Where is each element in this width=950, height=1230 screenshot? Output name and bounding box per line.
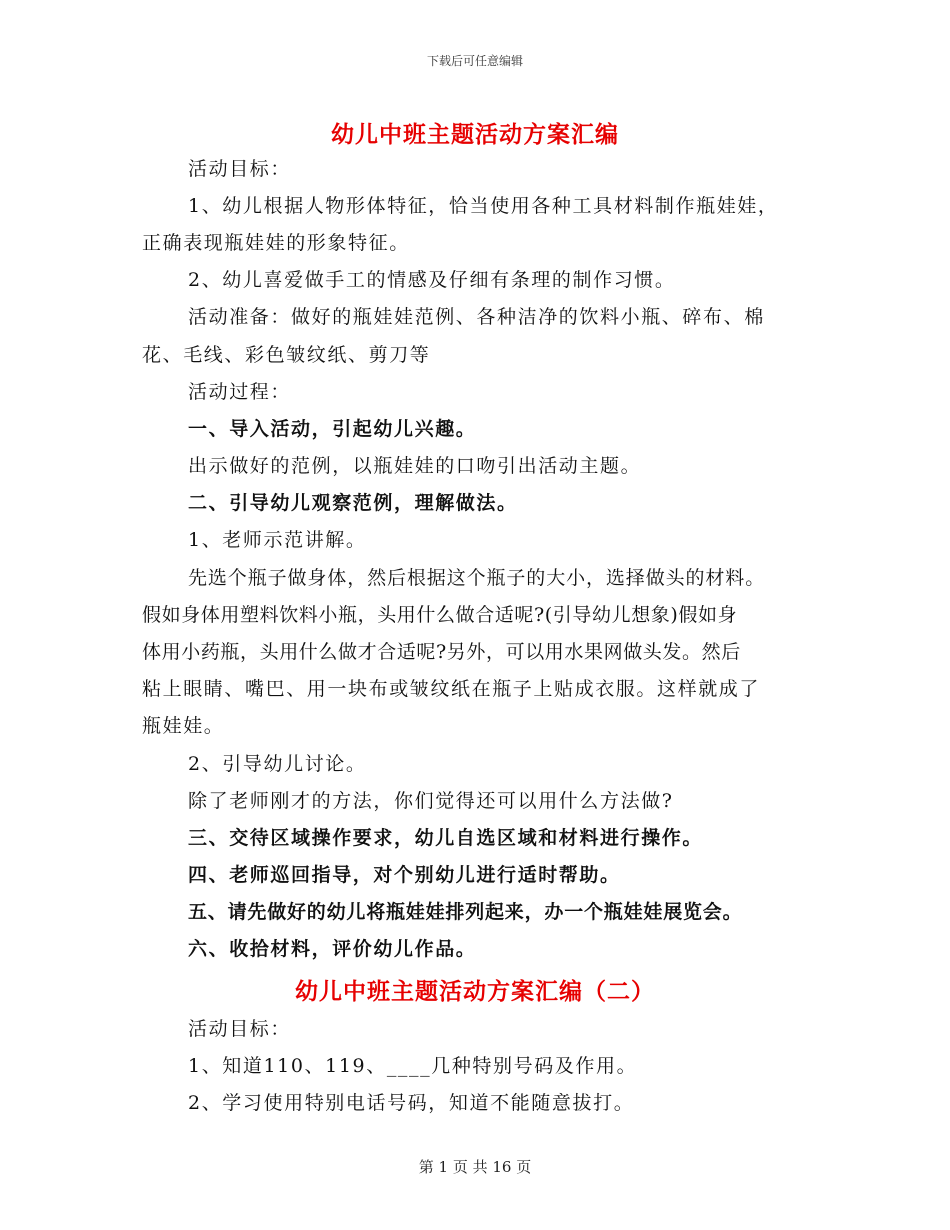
paragraph-line: 活动目标： bbox=[188, 158, 292, 180]
paragraph-line: 假如身体用塑料饮料小瓶，头用什么做合适呢?(引导幼儿想象)假如身 bbox=[142, 604, 738, 626]
paragraph-line: 2、引导幼儿讨论。 bbox=[188, 753, 367, 775]
document-subtitle: 幼儿中班主题活动方案汇编（二） bbox=[295, 978, 655, 1005]
paragraph-line: 正确表现瓶娃娃的形象特征。 bbox=[142, 232, 410, 254]
paragraph-line: 瓶娃娃。 bbox=[142, 715, 225, 737]
section-heading: 一、导入活动，引起幼儿兴趣。 bbox=[188, 418, 477, 440]
section-heading: 三、交待区域操作要求，幼儿自选区域和材料进行操作。 bbox=[188, 827, 704, 849]
section-heading: 六、收拾材料，评价幼儿作品。 bbox=[188, 938, 477, 960]
paragraph-line: 2、幼儿喜爱做手工的情感及仔细有条理的制作习惯。 bbox=[188, 269, 676, 291]
paragraph-line: 花、毛线、彩色皱纹纸、剪刀等 bbox=[142, 344, 431, 366]
paragraph-line: 1、知道110、119、____几种特别号码及作用。 bbox=[188, 1055, 638, 1077]
document-title: 幼儿中班主题活动方案汇编 bbox=[331, 121, 619, 148]
paragraph-line: 体用小药瓶，头用什么做才合适呢?另外，可以用水果网做头发。然后 bbox=[142, 641, 741, 663]
section-heading: 五、请先做好的幼儿将瓶娃娃排列起来，办一个瓶娃娃展览会。 bbox=[188, 901, 743, 923]
paragraph-line: 除了老师刚才的方法，你们觉得还可以用什么方法做? bbox=[188, 790, 674, 812]
paragraph-line: 粘上眼睛、嘴巴、用一块布或皱纹纸在瓶子上贴成衣服。这样就成了 bbox=[142, 678, 761, 700]
paragraph-line: 1、幼儿根据人物形体特征，恰当使用各种工具材料制作瓶娃娃， bbox=[188, 195, 779, 217]
paragraph-line: 先选个瓶子做身体，然后根据这个瓶子的大小，选择做头的材料。 bbox=[188, 567, 766, 589]
paragraph-line: 出示做好的范例，以瓶娃娃的口吻引出活动主题。 bbox=[188, 455, 642, 477]
section-heading: 二、引导幼儿观察范例，理解做法。 bbox=[188, 492, 518, 514]
paragraph-line: 1、老师示范讲解。 bbox=[188, 529, 367, 551]
paragraph-line: 2、学习使用特别电话号码，知道不能随意拔打。 bbox=[188, 1092, 635, 1114]
paragraph-line: 活动过程： bbox=[188, 381, 292, 403]
page-header-note: 下载后可任意编辑 bbox=[426, 54, 523, 68]
paragraph-line: 活动准备：做好的瓶娃娃范例、各种洁净的饮料小瓶、碎布、棉 bbox=[188, 306, 765, 328]
paragraph-line: 活动目标： bbox=[188, 1018, 292, 1040]
page-number-footer: 第 1 页 共 16 页 bbox=[418, 1158, 532, 1176]
section-heading: 四、老师巡回指导，对个别幼儿进行适时帮助。 bbox=[188, 864, 621, 886]
